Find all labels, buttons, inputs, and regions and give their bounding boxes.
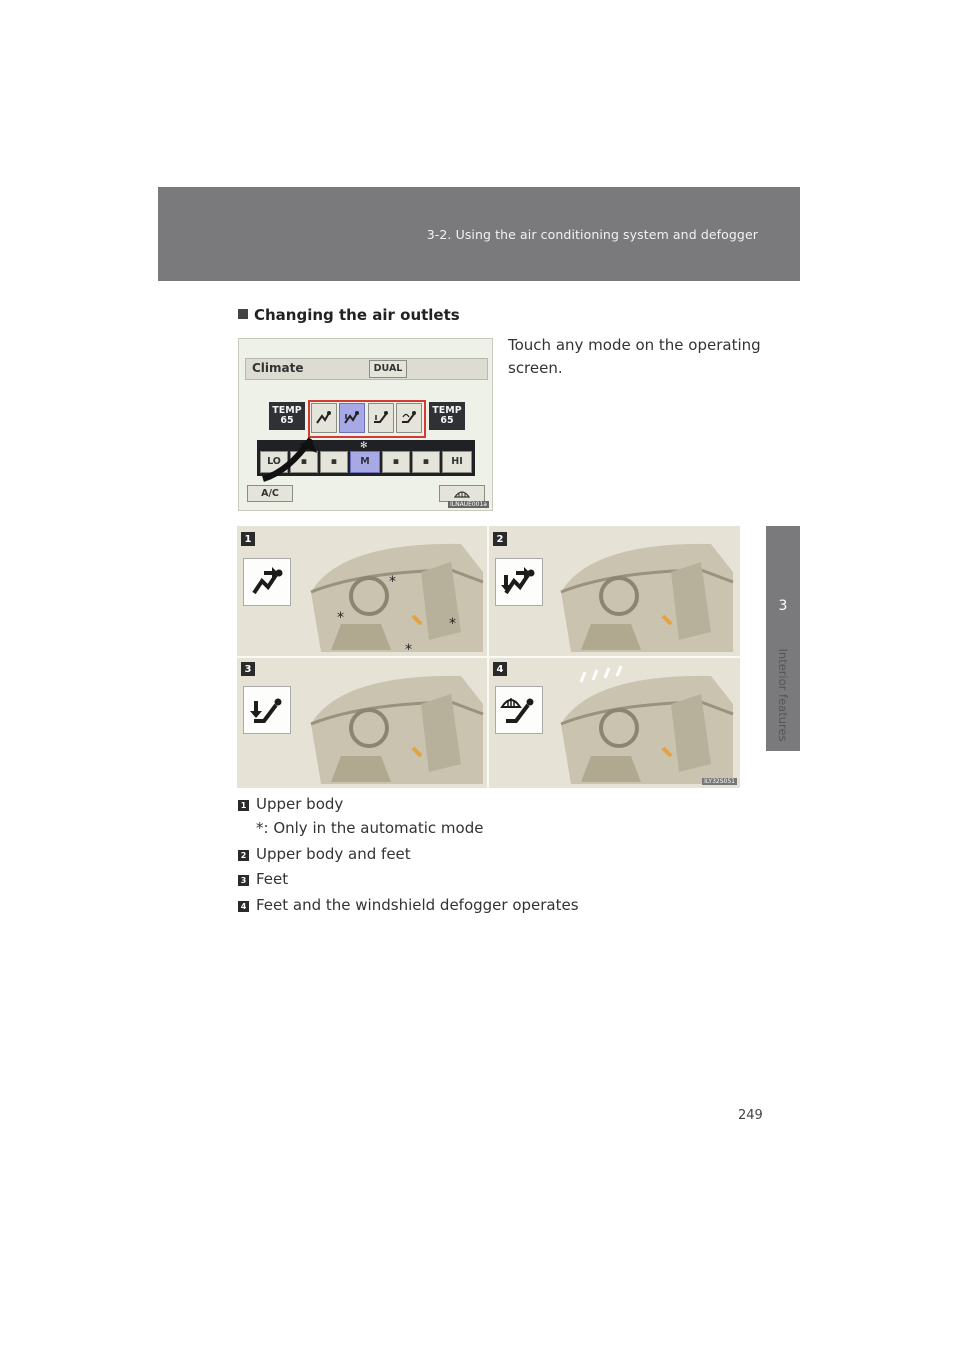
page-number: 249 (738, 1108, 763, 1123)
panel-badge-3: 3 (241, 662, 255, 676)
feet-and-defogger-icon (500, 693, 538, 727)
chapter-title: 3-2. Using the air conditioning system and defogger (426, 227, 758, 242)
fan-speed-6[interactable]: ▪ (412, 451, 440, 473)
upper-body-and-feet-icon (500, 565, 538, 599)
fan-speed-2[interactable]: ▪ (290, 451, 318, 473)
chapter-header (158, 187, 800, 281)
legend-badge-4: 4 (238, 901, 249, 912)
svg-text:*: * (337, 610, 344, 626)
panel-mode-box-4 (495, 686, 543, 734)
car-interior-illustration-2 (551, 532, 737, 654)
temp-right-button[interactable] (429, 402, 465, 430)
image-code: ILNAUE001a (449, 501, 487, 508)
car-interior-illustration-3 (301, 660, 487, 786)
fan-speed-lo[interactable]: LO (260, 451, 288, 473)
windshield-defogger-button[interactable] (439, 485, 485, 502)
car-interior-illustration-1 (301, 532, 487, 654)
defogger-icon (453, 489, 471, 499)
panel-mode-box-3 (243, 686, 291, 734)
section-heading (238, 306, 460, 324)
chapter-number: 3 (778, 598, 788, 614)
temp-left-label: TEMP (272, 405, 302, 416)
panel-badge-2: 2 (493, 532, 507, 546)
fan-speed-3[interactable]: ▪ (320, 451, 348, 473)
panel-divider-vertical (487, 526, 489, 788)
legend-badge-3: 3 (238, 875, 249, 886)
instruction-text: Touch any mode on the operating screen. (508, 336, 761, 377)
temp-left-value: 65 (280, 415, 294, 426)
legend-text-2: Upper body and feet (256, 845, 411, 863)
temp-left-button[interactable] (269, 402, 305, 430)
dual-button[interactable]: DUAL (369, 360, 407, 378)
legend-text-3: Feet (256, 870, 289, 888)
temp-right-label: TEMP (432, 405, 462, 416)
section-heading-text: Changing the air outlets (254, 306, 460, 324)
square-bullet-icon (238, 309, 248, 319)
chapter-tab-label (771, 640, 795, 750)
upper-body-icon (248, 565, 286, 599)
climate-screen (238, 338, 493, 511)
air-outlet-illustration (237, 526, 740, 788)
svg-text:*: * (449, 616, 456, 632)
svg-text:*: * (405, 642, 412, 654)
chapter-tab-label-text: Interior features (776, 648, 790, 742)
pointer-arrow-icon (259, 427, 329, 483)
feet-icon (248, 693, 286, 727)
legend-badge-1: 1 (238, 800, 249, 811)
panel-mode-box-1 (243, 558, 291, 606)
fan-speed-hi[interactable]: HI (442, 451, 472, 473)
car-interior-illustration-4 (551, 660, 737, 786)
panel-mode-box-2 (495, 558, 543, 606)
panel-badge-1: 1 (241, 532, 255, 546)
legend-text-1: Upper body (256, 795, 344, 813)
ac-button[interactable]: A/C (247, 485, 293, 502)
legend-footnote-text: *: Only in the automatic mode (256, 819, 484, 837)
fan-speed-m[interactable]: M (350, 451, 380, 473)
illustration-code: ILY32S051 (704, 778, 735, 785)
climate-title: Climate (252, 361, 304, 375)
temp-right-value: 65 (440, 415, 454, 426)
panel-badge-4: 4 (493, 662, 507, 676)
legend-badge-2: 2 (238, 850, 249, 861)
fan-icon: ✻ (360, 441, 368, 451)
fan-speed-5[interactable]: ▪ (382, 451, 410, 473)
svg-text:*: * (389, 574, 396, 590)
legend-text-4: Feet and the windshield defogger operates (256, 896, 579, 914)
